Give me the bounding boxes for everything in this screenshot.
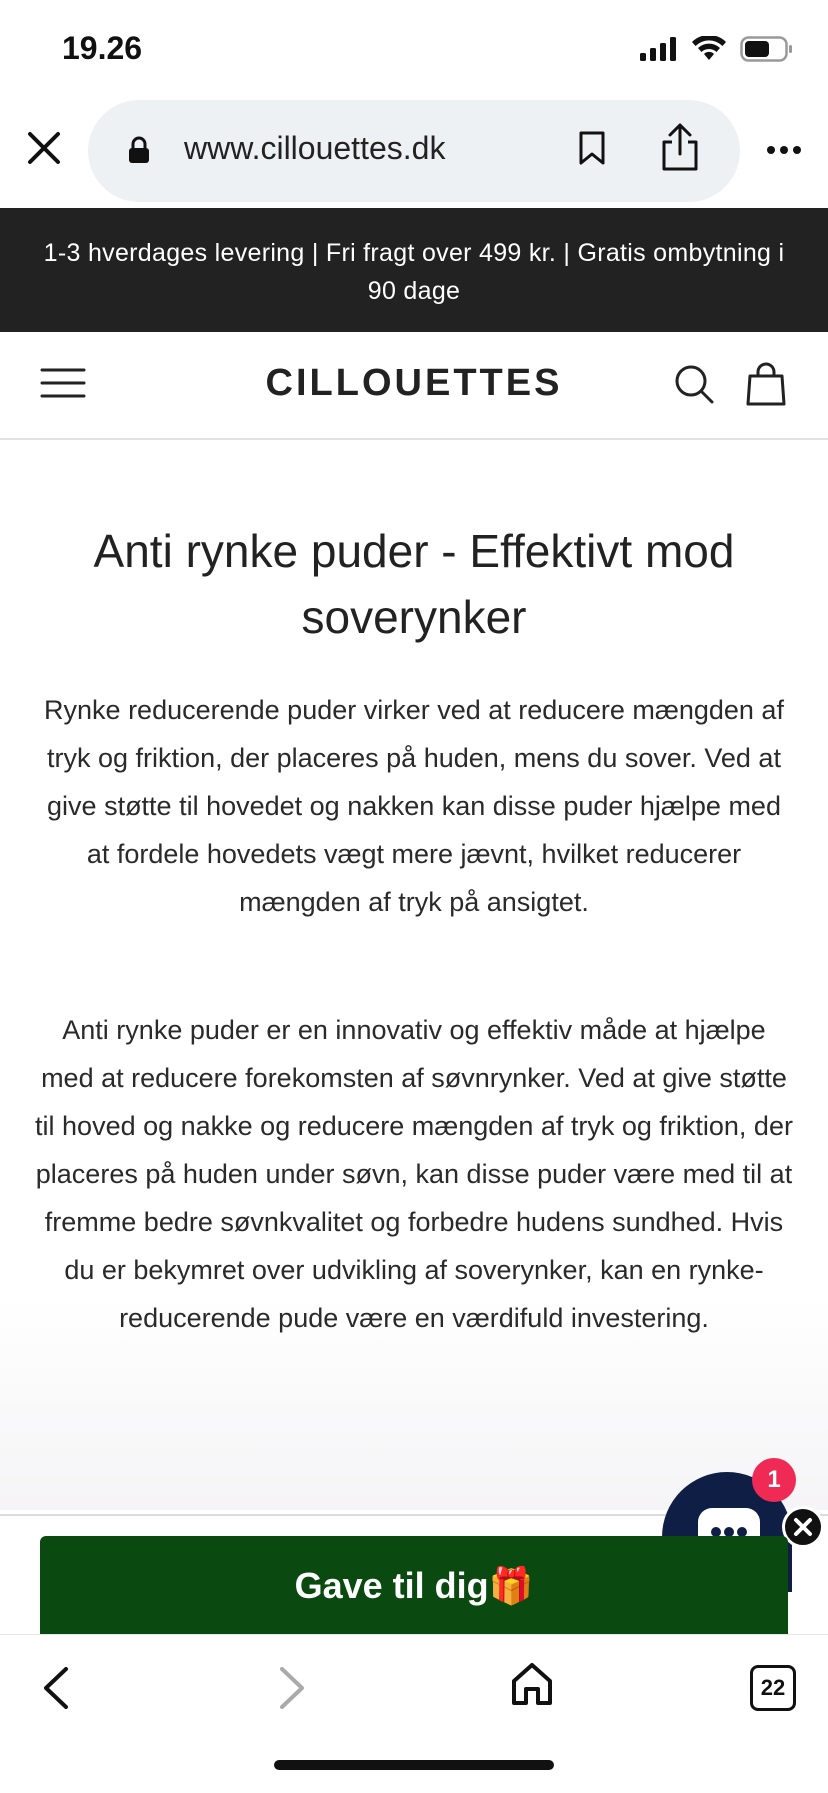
hamburger-menu-icon (40, 366, 86, 400)
address-bar[interactable] (88, 100, 740, 202)
more-options-button[interactable] (766, 142, 802, 160)
battery-icon (740, 36, 794, 62)
forward-arrow-icon (276, 1665, 310, 1711)
announcement-bar: 1-3 hverdages levering | Fri fragt over 499 kr. | Gratis ombytning i 90 dage (0, 208, 828, 332)
close-tab-button[interactable] (22, 126, 66, 170)
paragraph-intro: Rynke reducerende puder virker ved at reducere mængden af tryk og friktion, der placeres på huden, mens du sover. Ved at give støtte til hovedet og nakken kan disse puder hjælpe med at fordele hovedets vægt mere jævnt, hvilket reducerer mængden af tryk på ansigtet. (44, 695, 784, 917)
page-title: Anti rynke puder - Effektivt mod soverynker (93, 525, 735, 643)
back-arrow-icon (38, 1665, 72, 1711)
bookmark-button[interactable] (578, 130, 606, 171)
home-indicator (274, 1760, 554, 1770)
bookmark-icon (578, 130, 606, 166)
menu-button[interactable] (40, 366, 86, 405)
status-time: 19.26 (62, 30, 143, 66)
site-header (0, 332, 828, 440)
status-bar (0, 0, 828, 96)
lock-icon (128, 136, 150, 164)
cart-button[interactable] (746, 362, 786, 411)
home-icon (510, 1661, 554, 1707)
forward-button[interactable] (276, 1665, 310, 1716)
share-button[interactable] (660, 122, 700, 177)
paragraph-benefits: Anti rynke puder er en innovativ og effektiv måde at hjælpe med at reducere forekomsten af søvnrynker. Ved at give støtte til hoved og nakke og reducere mængden af tryk og friktion, der placeres på huden under søvn, kan disse puder være med til at fremme bedre søvnkvalitet og forbedre hudens sundhed. Hvis du er bekymret over udvikling af soverynker, kan en rynke-reducerende pude være en værdifuld investering. (35, 1015, 793, 1333)
search-icon (674, 364, 714, 404)
search-button[interactable] (674, 364, 714, 409)
shopping-bag-icon (746, 362, 786, 406)
browser-bar (0, 96, 828, 208)
tabs-button[interactable]: 22 (750, 1665, 796, 1711)
wifi-icon (692, 36, 726, 62)
site-logo[interactable]: CILLOUETTES (265, 362, 563, 404)
chat-notification-badge: 1 (752, 1458, 796, 1502)
more-icon (766, 145, 802, 155)
main-content (0, 440, 828, 1510)
close-icon (22, 126, 66, 170)
close-icon (785, 1509, 821, 1545)
cellular-signal-icon (640, 37, 678, 61)
chat-close-button[interactable] (782, 1506, 824, 1548)
back-button[interactable] (38, 1665, 72, 1716)
gift-banner-button[interactable]: Gave til dig🎁 (40, 1536, 788, 1634)
status-icons (640, 36, 794, 62)
url-text: www.cillouettes.dk (184, 130, 446, 166)
home-button[interactable] (510, 1661, 554, 1712)
share-icon (660, 122, 700, 172)
